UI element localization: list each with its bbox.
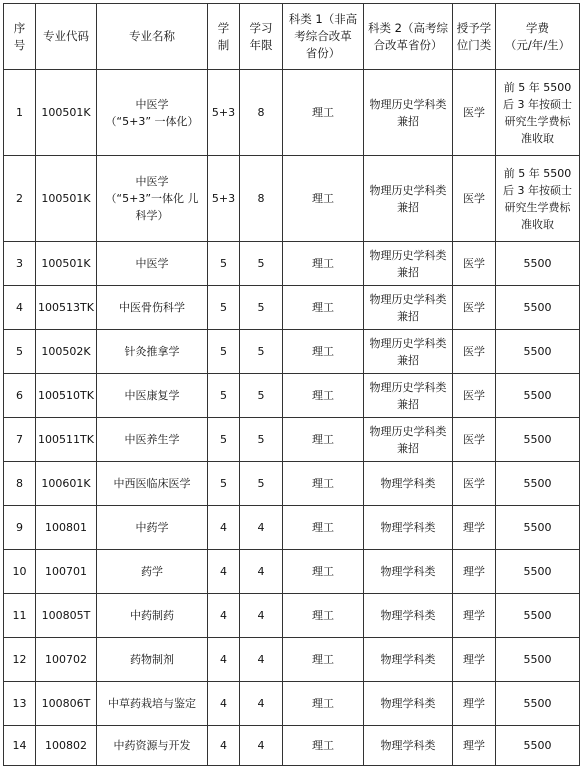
cell-index: 6	[4, 374, 36, 418]
cell-study-years: 4	[240, 726, 283, 766]
table-row	[4, 374, 580, 418]
table-row	[4, 550, 580, 594]
cell-tuition: 5500	[496, 330, 580, 374]
cell-index: 7	[4, 418, 36, 462]
cell-duration: 4	[208, 550, 240, 594]
header-code: 专业代码	[36, 4, 97, 70]
cell-study-years: 5	[240, 418, 283, 462]
cell-index: 2	[4, 156, 36, 242]
cell-category-1: 理工	[283, 682, 364, 726]
cell-degree: 理学	[453, 550, 496, 594]
cell-tuition: 前 5 年 5500 后 3 年按硕士 研究生学费标 准收取	[496, 70, 580, 156]
header-category-1: 科类 1（非高 考综合改革 省份）	[283, 4, 364, 70]
cell-degree: 医学	[453, 242, 496, 286]
cell-index: 1	[4, 70, 36, 156]
cell-degree: 医学	[453, 418, 496, 462]
cell-degree: 理学	[453, 506, 496, 550]
cell-duration: 4	[208, 726, 240, 766]
cell-code: 100513TK	[36, 286, 97, 330]
cell-category-2: 物理历史学科类 兼招	[364, 330, 453, 374]
cell-name: 针灸推拿学	[97, 330, 208, 374]
cell-code: 100501K	[36, 70, 97, 156]
cell-tuition: 前 5 年 5500 后 3 年按硕士 研究生学费标 准收取	[496, 156, 580, 242]
cell-name: 中药资源与开发	[97, 726, 208, 766]
cell-category-2: 物理学科类	[364, 638, 453, 682]
cell-category-1: 理工	[283, 418, 364, 462]
cell-degree: 理学	[453, 638, 496, 682]
cell-degree: 医学	[453, 330, 496, 374]
table-row	[4, 330, 580, 374]
header-study-years: 学习 年限	[240, 4, 283, 70]
table-row	[4, 638, 580, 682]
cell-index: 4	[4, 286, 36, 330]
cell-category-2: 物理学科类	[364, 726, 453, 766]
cell-category-2: 物理历史学科类 兼招	[364, 242, 453, 286]
table-row	[4, 682, 580, 726]
cell-category-1: 理工	[283, 286, 364, 330]
header-row	[4, 4, 580, 70]
cell-category-2: 物理学科类	[364, 506, 453, 550]
cell-degree: 医学	[453, 374, 496, 418]
cell-category-1: 理工	[283, 242, 364, 286]
cell-tuition: 5500	[496, 374, 580, 418]
cell-name: 中医康复学	[97, 374, 208, 418]
cell-duration: 4	[208, 638, 240, 682]
cell-code: 100511TK	[36, 418, 97, 462]
table-body	[4, 70, 580, 766]
cell-code: 100701	[36, 550, 97, 594]
cell-study-years: 5	[240, 286, 283, 330]
cell-duration: 5	[208, 330, 240, 374]
header-degree: 授予学 位门类	[453, 4, 496, 70]
cell-category-1: 理工	[283, 506, 364, 550]
cell-tuition: 5500	[496, 594, 580, 638]
cell-category-1: 理工	[283, 594, 364, 638]
cell-category-2: 物理历史学科类 兼招	[364, 70, 453, 156]
cell-index: 10	[4, 550, 36, 594]
cell-duration: 5	[208, 418, 240, 462]
cell-duration: 4	[208, 682, 240, 726]
cell-degree: 理学	[453, 682, 496, 726]
cell-degree: 医学	[453, 462, 496, 506]
cell-category-1: 理工	[283, 462, 364, 506]
cell-study-years: 8	[240, 156, 283, 242]
cell-tuition: 5500	[496, 286, 580, 330]
cell-duration: 5	[208, 374, 240, 418]
cell-duration: 5	[208, 242, 240, 286]
cell-code: 100510TK	[36, 374, 97, 418]
cell-code: 100501K	[36, 242, 97, 286]
header-name: 专业名称	[97, 4, 208, 70]
cell-category-1: 理工	[283, 70, 364, 156]
cell-degree: 医学	[453, 156, 496, 242]
table-row	[4, 156, 580, 242]
cell-code: 100502K	[36, 330, 97, 374]
cell-duration: 4	[208, 594, 240, 638]
table-row	[4, 462, 580, 506]
cell-study-years: 8	[240, 70, 283, 156]
cell-index: 5	[4, 330, 36, 374]
header-tuition: 学费 （元/年/生）	[496, 4, 580, 70]
cell-code: 100805T	[36, 594, 97, 638]
cell-name: 中医学	[97, 242, 208, 286]
cell-degree: 医学	[453, 70, 496, 156]
cell-study-years: 4	[240, 594, 283, 638]
cell-category-1: 理工	[283, 638, 364, 682]
cell-name: 中草药栽培与鉴定	[97, 682, 208, 726]
program-table	[3, 3, 580, 766]
table-row	[4, 726, 580, 766]
cell-index: 3	[4, 242, 36, 286]
table-row	[4, 594, 580, 638]
cell-category-2: 物理学科类	[364, 594, 453, 638]
cell-category-2: 物理学科类	[364, 462, 453, 506]
cell-tuition: 5500	[496, 242, 580, 286]
cell-category-2: 物理学科类	[364, 682, 453, 726]
cell-tuition: 5500	[496, 550, 580, 594]
cell-index: 8	[4, 462, 36, 506]
cell-study-years: 4	[240, 550, 283, 594]
table-row	[4, 418, 580, 462]
cell-tuition: 5500	[496, 726, 580, 766]
cell-duration: 5	[208, 286, 240, 330]
cell-degree: 医学	[453, 286, 496, 330]
cell-category-1: 理工	[283, 330, 364, 374]
cell-code: 100601K	[36, 462, 97, 506]
cell-name: 中医学 （“5+3”一体化 儿 科学）	[97, 156, 208, 242]
cell-code: 100501K	[36, 156, 97, 242]
header-category-2: 科类 2（高考综 合改革省份）	[364, 4, 453, 70]
cell-study-years: 4	[240, 638, 283, 682]
cell-index: 9	[4, 506, 36, 550]
cell-name: 中药制药	[97, 594, 208, 638]
header-index: 序 号	[4, 4, 36, 70]
cell-code: 100802	[36, 726, 97, 766]
header-duration: 学 制	[208, 4, 240, 70]
table-row	[4, 70, 580, 156]
cell-duration: 5	[208, 462, 240, 506]
cell-study-years: 5	[240, 462, 283, 506]
cell-code: 100702	[36, 638, 97, 682]
table-row	[4, 286, 580, 330]
cell-name: 中医骨伤科学	[97, 286, 208, 330]
cell-category-2: 物理历史学科类 兼招	[364, 418, 453, 462]
cell-name: 药物制剂	[97, 638, 208, 682]
cell-code: 100801	[36, 506, 97, 550]
cell-study-years: 5	[240, 374, 283, 418]
cell-category-2: 物理历史学科类 兼招	[364, 286, 453, 330]
cell-category-1: 理工	[283, 726, 364, 766]
cell-index: 14	[4, 726, 36, 766]
cell-duration: 4	[208, 506, 240, 550]
cell-duration: 5+3	[208, 156, 240, 242]
cell-name: 中医学 （“5+3” 一体化）	[97, 70, 208, 156]
cell-degree: 理学	[453, 594, 496, 638]
cell-category-2: 物理历史学科类 兼招	[364, 156, 453, 242]
cell-study-years: 4	[240, 682, 283, 726]
cell-name: 中医养生学	[97, 418, 208, 462]
cell-degree: 理学	[453, 726, 496, 766]
cell-category-1: 理工	[283, 550, 364, 594]
cell-category-1: 理工	[283, 374, 364, 418]
cell-index: 13	[4, 682, 36, 726]
cell-code: 100806T	[36, 682, 97, 726]
cell-category-2: 物理历史学科类 兼招	[364, 374, 453, 418]
cell-tuition: 5500	[496, 638, 580, 682]
cell-name: 中药学	[97, 506, 208, 550]
table-row	[4, 242, 580, 286]
cell-index: 11	[4, 594, 36, 638]
cell-name: 药学	[97, 550, 208, 594]
cell-tuition: 5500	[496, 506, 580, 550]
cell-category-2: 物理学科类	[364, 550, 453, 594]
table-row	[4, 506, 580, 550]
cell-study-years: 4	[240, 506, 283, 550]
cell-name: 中西医临床医学	[97, 462, 208, 506]
cell-category-1: 理工	[283, 156, 364, 242]
cell-study-years: 5	[240, 330, 283, 374]
cell-duration: 5+3	[208, 70, 240, 156]
cell-tuition: 5500	[496, 462, 580, 506]
cell-tuition: 5500	[496, 418, 580, 462]
cell-study-years: 5	[240, 242, 283, 286]
cell-tuition: 5500	[496, 682, 580, 726]
cell-index: 12	[4, 638, 36, 682]
